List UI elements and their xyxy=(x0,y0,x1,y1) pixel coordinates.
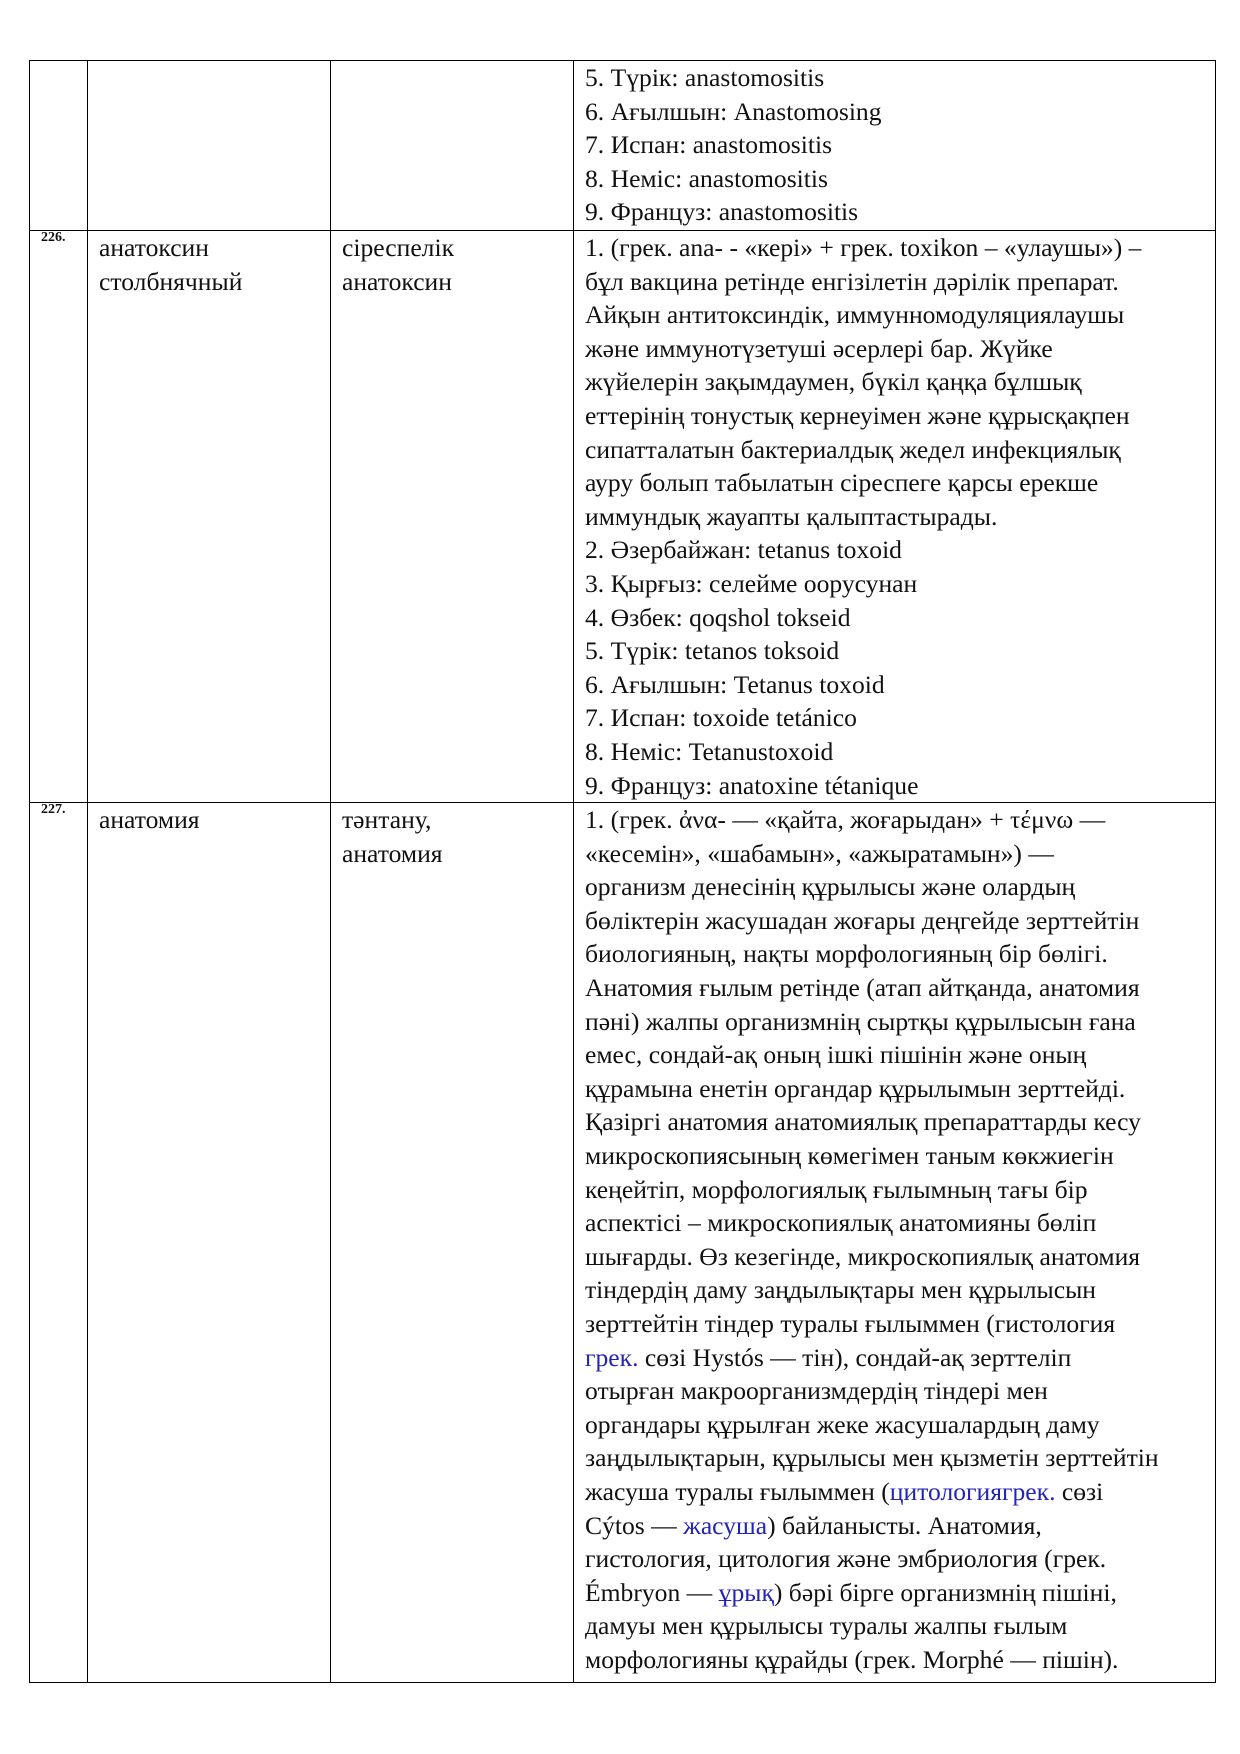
table-row xyxy=(30,61,1216,231)
definition-line: бөліктерін жасушадан жоғары деңгейде зерттейтін xyxy=(585,905,1140,935)
definition-line: отырған макроорганизмдердің тіндері мен xyxy=(585,1376,1048,1406)
definition-line-rich: грек. сөзі Hystós — тін), сондай-ақ зерттеліп xyxy=(585,1342,1072,1372)
term-kk-line: сіреспелік xyxy=(342,233,454,262)
term-kk-cell xyxy=(331,803,574,1683)
definition-line-rich: Cýtos — жасуша) байланысты. Анатомия, xyxy=(585,1510,1042,1540)
definition-line: шығарды. Өз кезегінде, микроскопиялық анатомия xyxy=(585,1241,1141,1271)
definition-line: 7. Испан: toxoide tetánico xyxy=(585,703,857,733)
definition-line: тіндердің даму заңдылықтары мен құрылысын xyxy=(585,1275,1096,1305)
term-ru-cell xyxy=(88,231,331,803)
definition-line: және иммунотүзетуші әсерлері бар. Жүйке xyxy=(585,333,1053,363)
definition-line: морфологияны құрайды (грек. Morphé — пішін). xyxy=(585,1644,1119,1674)
definition-cell xyxy=(574,803,1216,1683)
definition-line: бұл вакцина ретінде енгізілетін дәрілік препарат. xyxy=(585,266,1119,296)
definition-line: заңдылықтарын, құрылысы мен қызметін зерттейтін xyxy=(585,1443,1159,1473)
definition-line: Айқын антитоксиндік, иммунномодуляциялаушы xyxy=(585,300,1125,330)
definition-line: еттерінің тонустық кернеуімен және құрысқақпен xyxy=(585,400,1130,430)
definition-line: 6. Ағылшын: Anastomosing xyxy=(585,96,882,126)
definition-line: 4. Өзбек: qoqshol tokseid xyxy=(585,602,851,632)
definition-line: құрамына енетін органдар құрылымын зерттейді. xyxy=(585,1073,1126,1103)
definition-line: аспектісі – микроскопиялық анатомияны бөліп xyxy=(585,1208,1097,1238)
definition-line: организм денесінің құрылысы және олардың xyxy=(585,872,1076,902)
term-ru-cell xyxy=(88,803,331,1683)
definition-line-rich: жасуша туралы ғылыммен (цитологиягрек. сөзі xyxy=(585,1476,1104,1506)
definition-line: 9. Француз: anastomositis xyxy=(585,197,859,227)
row-number: 226. xyxy=(41,230,66,245)
definition-line: гистология, цитология және эмбриология (грек. xyxy=(585,1544,1107,1574)
definition-line: кеңейтіп, морфологиялық ғылымның тағы бір xyxy=(585,1174,1088,1204)
row-number-cell xyxy=(30,803,88,1683)
definition-line: 7. Испан: anastomositis xyxy=(585,130,833,160)
definition-line: 8. Неміс: anastomositis xyxy=(585,163,828,193)
row-number-cell xyxy=(30,61,88,231)
hyperlink-cytology[interactable]: цитологиягрек. xyxy=(889,1476,1056,1506)
row-number: 227. xyxy=(41,802,66,818)
term-kk-line: тәнтану, xyxy=(342,805,432,835)
term-ru-line: анатомия xyxy=(99,805,200,835)
definition-line: зерттейтін тіндер туралы ғылыммен (гистология xyxy=(585,1309,1116,1338)
definition-line: 1. (грек. ἀνα- — «қайта, жоғарыдан» + τέμνω — xyxy=(585,805,1106,835)
definition-line: иммундық жауапты қалыптастырады. xyxy=(585,501,998,531)
definition-line-rich: Émbryon — ұрық) бәрі бірге организмнің пішіні, xyxy=(585,1577,1117,1607)
definition-line: пәні) жалпы организмнің сыртқы құрылысын ғана xyxy=(585,1006,1136,1036)
definition-line: дамуы мен құрылысы туралы жалпы ғылым xyxy=(585,1611,1068,1641)
term-ru-line: столбнячный xyxy=(99,266,243,296)
definition-line: 2. Әзербайжан: tetanus toxoid xyxy=(585,535,902,565)
term-ru-cell xyxy=(88,61,331,231)
definition-line: сипатталатын бактериалдық жедел инфекциялық xyxy=(585,434,1121,464)
definition-cell xyxy=(574,61,1216,231)
definition-line: Қазіргі анатомия анатомиялық препараттарды кесу xyxy=(585,1107,1141,1137)
term-kk-line: анатомия xyxy=(342,838,443,868)
definition-line: 3. Қырғыз: селейме оорусунан xyxy=(585,568,918,598)
definition-line: 1. (грек. ana- - «кері» + грек. toxikon – «улаушы») – xyxy=(585,233,1142,262)
term-ru-line: анатоксин xyxy=(99,233,209,262)
definition-line: емес, сондай-ақ оның ішкі пішінін және оның xyxy=(585,1040,1087,1070)
hyperlink-cell[interactable]: жасуша xyxy=(683,1510,768,1540)
row-number-cell xyxy=(30,231,88,803)
definition-line: органдары құрылған жеке жасушалардың даму xyxy=(585,1409,1100,1439)
glossary-table xyxy=(29,60,1216,1683)
definition-line: «кесемін», «шабамын», «ажыратамын») — xyxy=(585,838,1054,868)
hyperlink-grek[interactable]: грек. xyxy=(585,1342,639,1372)
definition-line: 5. Түрік: tetanos toksoid xyxy=(585,636,840,666)
term-kk-cell xyxy=(331,231,574,803)
definition-line: микроскопиясының көмегімен таным көкжиегін xyxy=(585,1141,1114,1171)
definition-line: 5. Түрік: anastomositis xyxy=(585,63,825,92)
definition-line: биологияның, нақты морфологияның бір бөлігі. xyxy=(585,939,1108,969)
definition-line: жүйелерін зақымдаумен, бүкіл қаңқа бұлшық xyxy=(585,367,1082,397)
table-row xyxy=(30,231,1216,803)
definition-line: 9. Француз: anatoxine tétanique xyxy=(585,770,919,800)
table-row xyxy=(30,803,1216,1683)
definition-cell xyxy=(574,231,1216,803)
term-kk-line: анатоксин xyxy=(342,266,452,296)
definition-line: 6. Ағылшын: Tetanus toxoid xyxy=(585,669,885,699)
definition-line: ауру болып табылатын сіреспеге қарсы ерекше xyxy=(585,468,1099,498)
hyperlink-embryo[interactable]: ұрық xyxy=(718,1577,774,1607)
term-kk-cell xyxy=(331,61,574,231)
definition-line: Анатомия ғылым ретінде (атап айтқанда, анатомия xyxy=(585,973,1140,1003)
definition-line: 8. Неміс: Tetanustoxoid xyxy=(585,736,834,766)
